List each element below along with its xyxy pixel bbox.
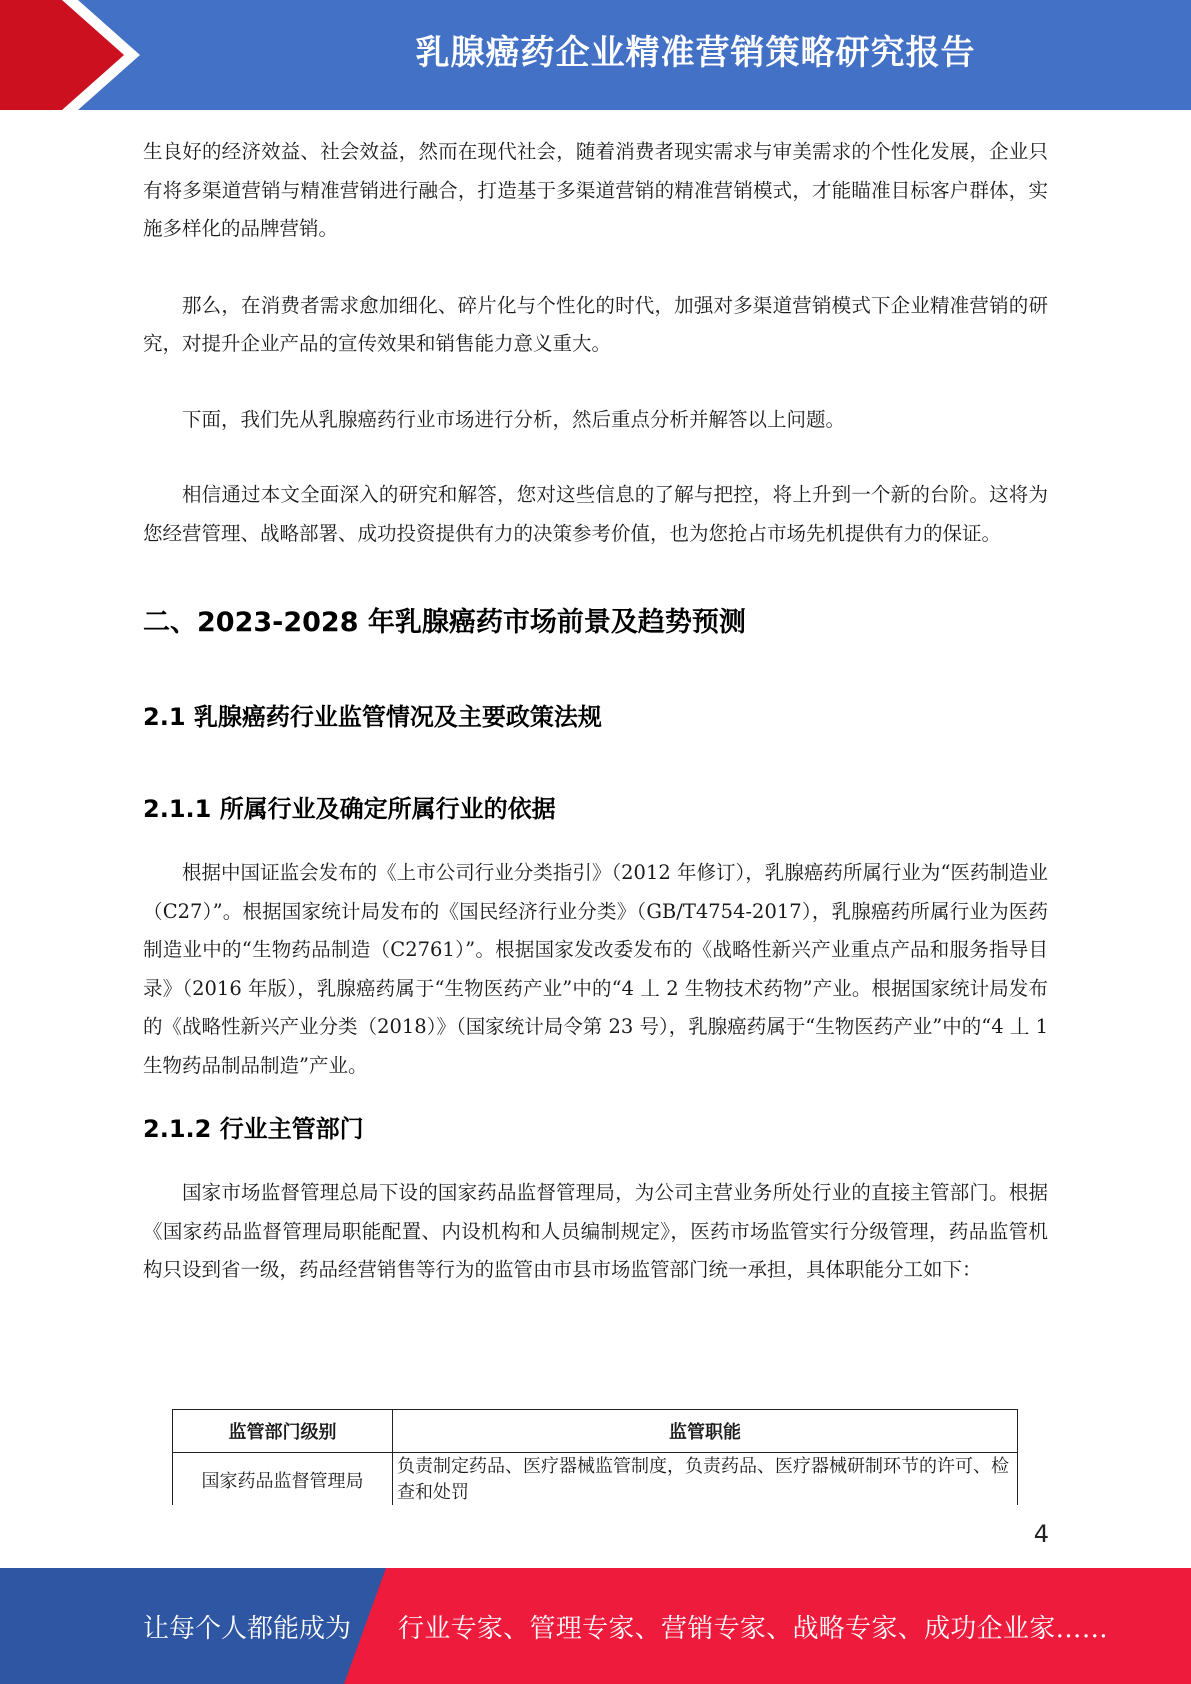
report-title: 乳腺癌药企业精准营销策略研究报告 (415, 33, 976, 73)
intro-paragraph: 下面，我们先从乳腺癌药行业市场进行分析，然后重点分析并解答以上问题。 (182, 407, 846, 431)
footer-slogan-right: 行业专家、管理专家、营销专家、战略专家、成功企业家…… (398, 1614, 1109, 1644)
table-header-row (173, 1410, 1018, 1453)
table-cell: 国家药品监督管理局 (173, 1453, 393, 1508)
page-number: 4 (1033, 1520, 1049, 1548)
document-body (143, 133, 1048, 1290)
intro-paragraph: 生良好的经济效益、社会效益，然而在现代社会，随着消费者现实需求与审美需求的个性化发展，企业只有将多渠道营销与精准营销进行融合，打造基于多渠道营销的精准营销模式，才能瞄准目标客户群体，实施多样化的品牌营销。 (143, 140, 1048, 240)
footer-slogan-left: 让每个人都能成为 (143, 1614, 352, 1644)
regulation-table (172, 1409, 1018, 1508)
intro-paragraph: 那么，在消费者需求愈加细化、碎片化与个性化的时代，加强对多渠道营销模式下企业精准营销的研究，对提升企业产品的宣传效果和销售能力意义重大。 (143, 293, 1048, 355)
subsection-heading: 2.1 乳腺癌药行业监管情况及主要政策法规 (143, 703, 602, 731)
body-paragraph: 国家市场监督管理总局下设的国家药品监督管理局，为公司主营业务所处行业的直接主管部门。根据《国家药品监督管理局职能配置、内设机构和人员编制规定》，医药市场监管实行分级管理，药品监管机构只设到省一级，药品经营销售等行为的监管由市县市场监管部门统一承担，具体职能分工如下： (143, 1181, 1048, 1281)
subsubsection-heading: 2.1.2 行业主管部门 (143, 1115, 364, 1143)
body-paragraph: 根据中国证监会发布的《上市公司行业分类指引》（2012 年修订），乳腺癌药所属行业为“医药制造业（C27）”。根据国家统计局发布的《国民经济行业分类》（GB/T4754-2017），乳腺癌药所属行业为医药制造业中的“生物药品制造（C2761）”。根据国家发改委发布的《战略性新兴产业重点产品和服务指导目录》（2016 年版），乳腺癌药属于“生物医药产业”中的“4 丄 2 生物技术药物”产业。根据国家统计局发布的《战略性新兴产业分类（2018）》（国家统计局令第 23 号），乳腺癌药属于“生物医药产业”中的“4 丄 1 生物药品制品制造”产业。 (143, 861, 1048, 1077)
table-cell: 负责制定药品、医疗器械监管制度，负责药品、医疗器械研制环节的许可、检查和处罚 (393, 1453, 1018, 1508)
page-header (0, 0, 1191, 110)
intro-paragraph: 相信通过本文全面深入的研究和解答，您对这些信息的了解与把控，将上升到一个新的台阶。这将为您经营管理、战略部署、成功投资提供有力的决策参考价值，也为您抢占市场先机提供有力的保证。 (143, 483, 1048, 545)
table-header-cell: 监管职能 (393, 1410, 1018, 1453)
subsubsection-heading: 2.1.1 所属行业及确定所属行业的依据 (143, 795, 556, 823)
table-header-cell: 监管部门级别 (173, 1410, 393, 1453)
header-chevron-decoration (0, 0, 150, 110)
table-row (173, 1453, 1018, 1508)
section-heading: 二、2023-2028 年乳腺癌药市场前景及趋势预测 (143, 607, 746, 638)
page-footer (0, 1568, 1191, 1684)
table-page-break (0, 1505, 1191, 1535)
